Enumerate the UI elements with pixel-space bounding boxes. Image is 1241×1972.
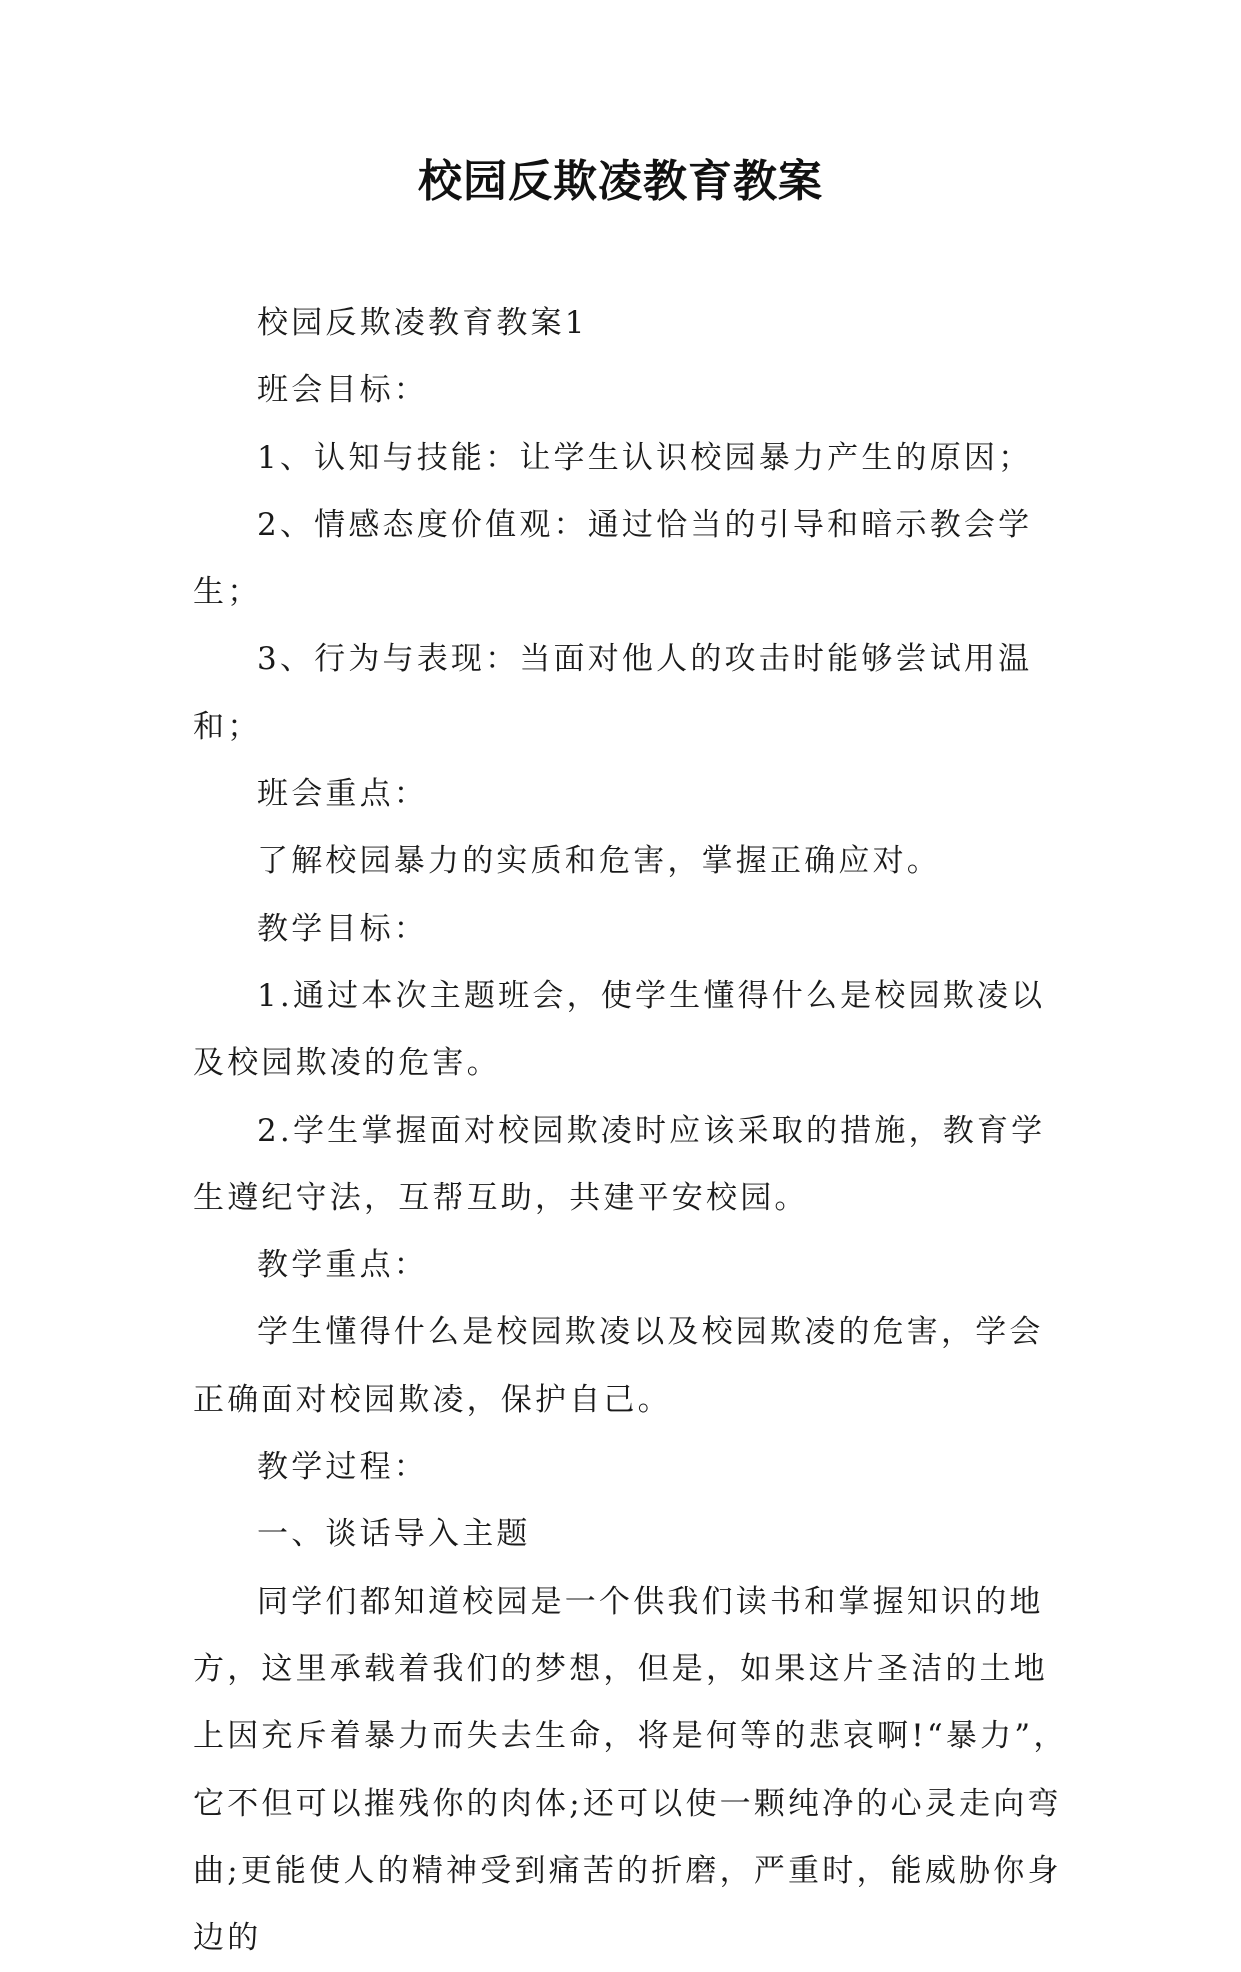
paragraph-class-focus: 了解校园暴力的实质和危害，掌握正确应对。 <box>257 843 941 880</box>
paragraph-teaching-focus-label: 教学重点： <box>257 1247 428 1284</box>
paragraph-class-goals-label: 班会目标： <box>257 372 428 409</box>
paragraph-heading-1: 校园反欺凌教育教案1 <box>257 305 588 341</box>
paragraph-teaching-focus: 学生懂得什么是校园欺凌以及校园欺凌的危害，学会正确面对校园欺凌，保护自己。 <box>193 1314 1044 1418</box>
paragraph-section-1-heading: 一、谈话导入主题 <box>257 1516 531 1553</box>
paragraph-section-1-body: 同学们都知道校园是一个供我们读书和掌握知识的地方，这里承载着我们的梦想，但是，如果这片圣洁的土地上因充斥着暴力而失去生命，将是何等的悲哀啊!“暴力”，它不但可以摧残你的肉体;还可以使一颗纯净的心灵走向弯曲;更能使人的精神受到痛苦的折磨，严重时，能威胁你身边的 <box>193 1583 1068 1957</box>
paragraph-teaching-goal-1: 1.通过本次主题班会，使学生懂得什么是校园欺凌以及校园欺凌的危害。 <box>193 977 1046 1082</box>
paragraph-teaching-goal-2: 2.学生掌握面对校园欺凌时应该采取的措施，教育学生遵纪守法，互帮互助，共建平安校园。 <box>193 1112 1046 1216</box>
paragraph-goal-3: 3、行为与表现：当面对他人的攻击时能够尝试用温和； <box>193 641 1033 745</box>
document-body <box>193 290 1073 1972</box>
paragraph-goal-2: 2、情感态度价值观：通过恰当的引导和暗示教会学生； <box>193 506 1033 611</box>
paragraph-teaching-process-label: 教学过程： <box>257 1449 428 1486</box>
paragraph-teaching-goals-label: 教学目标： <box>257 910 428 947</box>
paragraph-class-focus-label: 班会重点： <box>257 776 428 813</box>
document-title: 校园反欺凌教育教案 <box>418 156 823 207</box>
paragraph-goal-1: 1、认知与技能：让学生认识校园暴力产生的原因； <box>257 439 1033 476</box>
